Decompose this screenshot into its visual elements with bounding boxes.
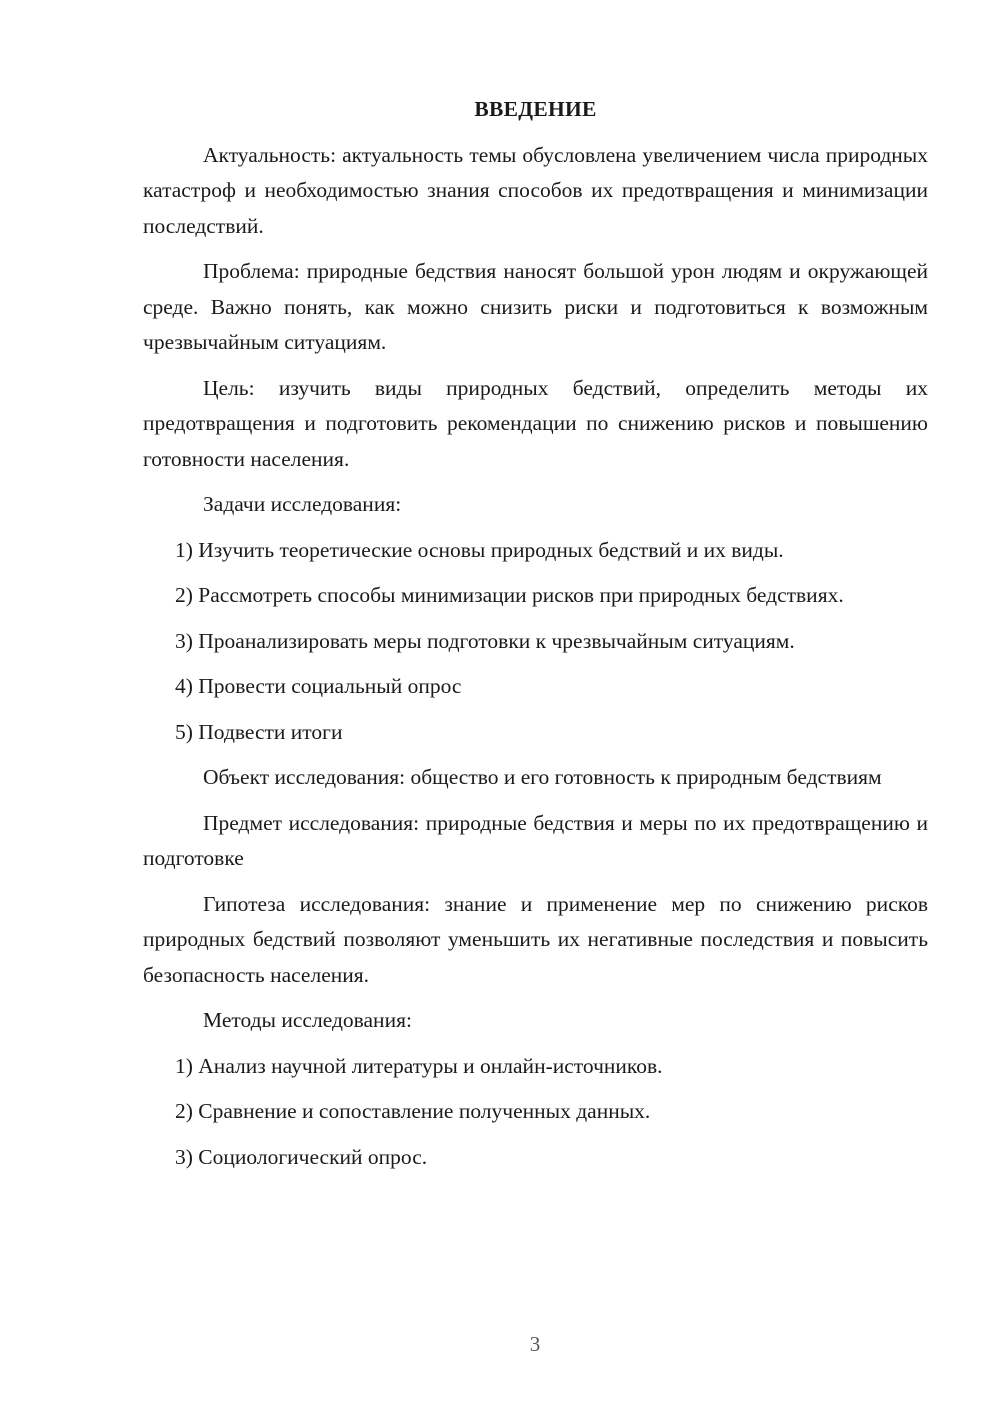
- task-item-1: 1) Изучить теоретические основы природных бедствий и их виды.: [175, 537, 784, 562]
- hypothesis-paragraph: Гипотеза исследования: знание и применение мер по снижению рисков природных бедствий позволяют уменьшить их негативные последствия и повысить безопасность населения.: [143, 891, 928, 987]
- document-page: [143, 92, 928, 1185]
- relevance-paragraph: Актуальность: актуальность темы обусловлена увеличением числа природных катастроф и необходимостью знания способов их предотвращения и минимизации последствий.: [143, 142, 928, 238]
- task-item-4: 4) Провести социальный опрос: [175, 674, 462, 698]
- goal-paragraph: Цель: изучить виды природных бедствий, определить методы их предотвращения и подготовить рекомендации по снижению рисков и повышению готовности населения.: [143, 375, 928, 471]
- page-number: 3: [529, 1332, 541, 1356]
- page-title: ВВЕДЕНИЕ: [474, 97, 597, 121]
- problem-paragraph: Проблема: природные бедствия наносят большой урон людям и окружающей среде. Важно понять, как можно снизить риски и подготовиться к возможным чрезвычайным ситуациям.: [143, 259, 928, 354]
- method-item-1: 1) Анализ научной литературы и онлайн-источников.: [175, 1053, 663, 1078]
- method-item-2: 2) Сравнение и сопоставление полученных данных.: [175, 1099, 651, 1123]
- method-item-3: 3) Социологический опрос.: [175, 1144, 428, 1169]
- tasks-heading: Задачи исследования:: [203, 492, 402, 516]
- task-item-2: 2) Рассмотреть способы минимизации рисков при природных бедствиях.: [175, 583, 844, 607]
- task-item-3: 3) Проанализировать меры подготовки к чрезвычайным ситуациям.: [175, 628, 795, 653]
- subject-paragraph: Предмет исследования: природные бедствия и меры по их предотвращению и подготовке: [143, 810, 928, 870]
- methods-heading: Методы исследования:: [203, 1008, 412, 1032]
- task-item-5: 5) Подвести итоги: [175, 719, 343, 744]
- object-paragraph: Объект исследования: общество и его готовность к природным бедствиям: [203, 765, 882, 789]
